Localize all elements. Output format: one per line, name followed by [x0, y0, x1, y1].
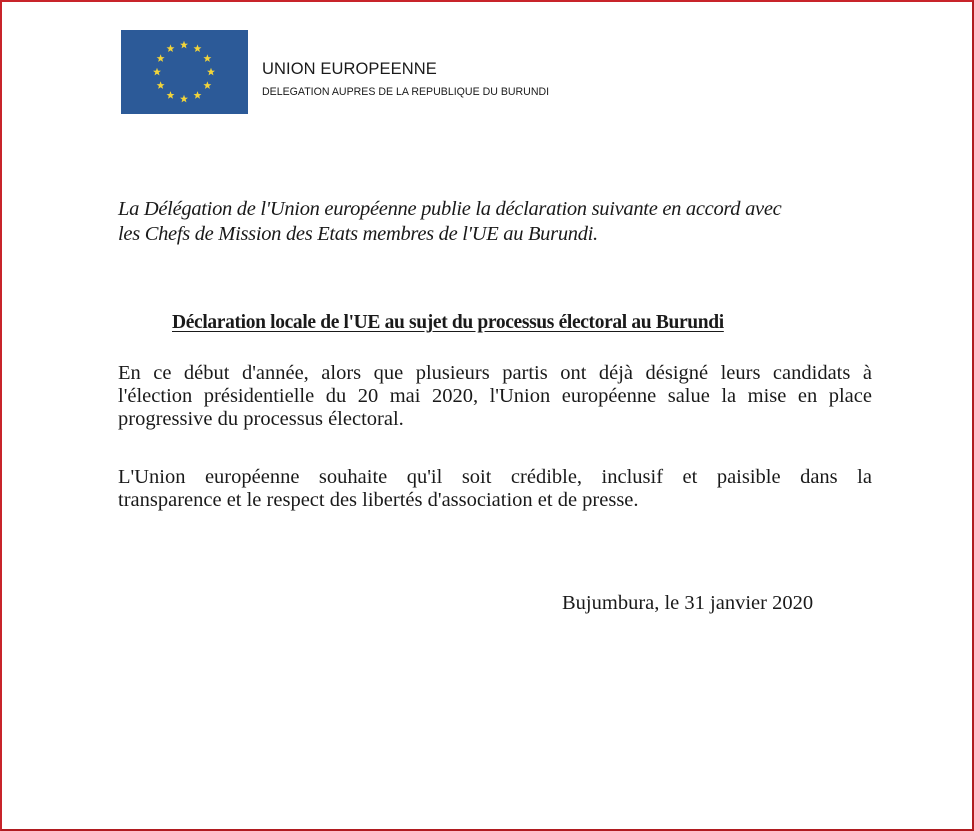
- paragraph-line: progressive du processus électoral.: [118, 408, 404, 430]
- word: du: [325, 385, 347, 407]
- word: dans: [800, 466, 838, 488]
- eu-flag-icon: [121, 30, 248, 114]
- word: l'élection: [118, 385, 193, 407]
- word: alors: [321, 362, 362, 384]
- word: mise: [747, 385, 787, 407]
- word: d'année,: [241, 362, 309, 384]
- word: européenne: [561, 385, 657, 407]
- paragraph-line: [118, 466, 872, 489]
- body-paragraph: [118, 362, 872, 431]
- place-date-signoff: Bujumbura, le 31 janvier 2020: [562, 592, 814, 614]
- word: déjà: [598, 362, 634, 384]
- intro-line: les Chefs de Mission des Etats membres de l'UE au Burundi.: [118, 223, 598, 245]
- word: désigné: [645, 362, 709, 384]
- organization-name: UNION EUROPEENNE: [262, 60, 437, 78]
- word: en: [797, 385, 818, 407]
- body-paragraph: [118, 466, 872, 512]
- word: à: [862, 362, 872, 384]
- word: ce: [153, 362, 172, 384]
- word: 2020,: [431, 385, 479, 407]
- word: salue: [667, 385, 710, 407]
- paragraph-line: transparence et le respect des libertés d'association et de presse.: [118, 489, 639, 511]
- organization-subtitle: DELEGATION AUPRES DE LA REPUBLIQUE DU BURUNDI: [262, 86, 550, 98]
- word: que: [373, 362, 404, 384]
- word: la: [857, 466, 872, 488]
- word: présidentielle: [203, 385, 315, 407]
- paragraph-line: [118, 385, 872, 408]
- word: crédible,: [510, 466, 583, 488]
- declaration-title: Déclaration locale de l'UE au sujet du processus électoral au Burundi: [172, 312, 724, 333]
- word: l'Union: [489, 385, 551, 407]
- word: la: [721, 385, 737, 407]
- word: 20: [357, 385, 379, 407]
- word: ont: [560, 362, 587, 384]
- word: paisible: [716, 466, 781, 488]
- word: et: [682, 466, 698, 488]
- word: mai: [389, 385, 421, 407]
- word: souhaite: [318, 466, 388, 488]
- word: partis: [502, 362, 548, 384]
- word: place: [828, 385, 872, 407]
- eu-flag-logo: [121, 30, 248, 114]
- word: candidats: [772, 362, 851, 384]
- word: inclusif: [601, 466, 664, 488]
- word: soit: [461, 466, 492, 488]
- word: européenne: [204, 466, 300, 488]
- word: L'Union: [118, 466, 186, 488]
- paragraph-line: [118, 362, 872, 385]
- word: En: [118, 362, 141, 384]
- intro-line: La Délégation de l'Union européenne publie la déclaration suivante en accord avec: [118, 198, 782, 220]
- word: début: [183, 362, 230, 384]
- word: plusieurs: [415, 362, 490, 384]
- word: qu'il: [406, 466, 443, 488]
- word: leurs: [720, 362, 761, 384]
- intro-statement: [118, 197, 878, 247]
